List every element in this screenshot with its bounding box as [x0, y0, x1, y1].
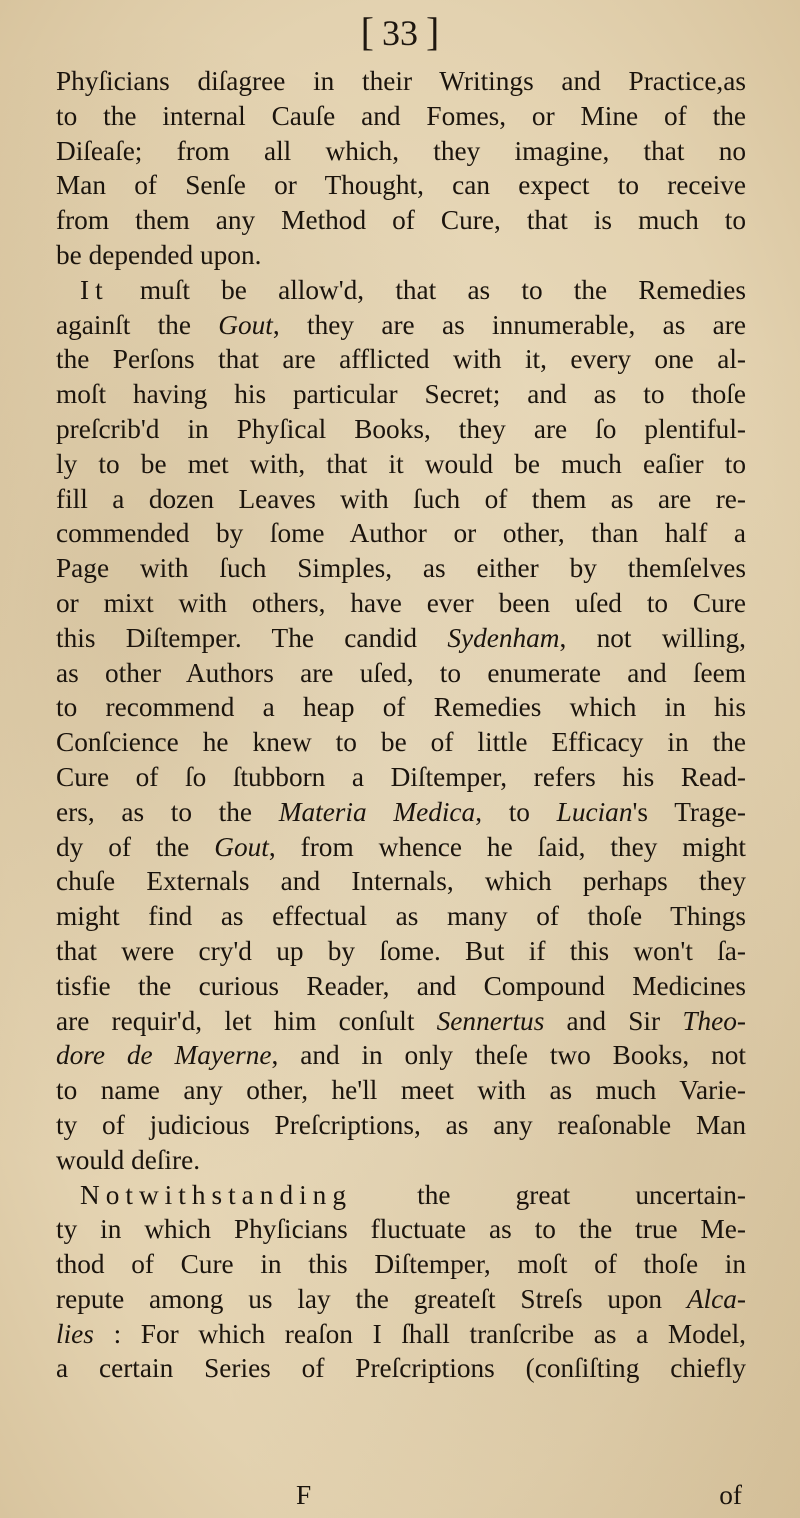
text-line: repute among us lay the greateſt Streſs upon Alca- — [56, 1283, 746, 1314]
italic-name: dore de Mayerne — [56, 1040, 272, 1071]
text-line: to recommend a heap of Remedies which in his — [56, 692, 746, 723]
text-line: a certain Series of Preſcriptions (conſiſting chiefly — [56, 1353, 746, 1384]
body-text — [56, 64, 746, 1386]
text-line: ty of judicious Preſcriptions, as any reaſonable Man — [56, 1109, 746, 1140]
text-line: dore de Mayerne, and in only theſe two Books, not — [56, 1040, 746, 1071]
page-number: [ 33 ] — [360, 9, 440, 54]
text-line: might find as effectual as many of thoſe Things — [56, 901, 746, 932]
text-line: to name any other, he'll meet with as much Varie- — [56, 1075, 746, 1106]
text-line: Page with ſuch Simples, as either by themſelves — [56, 553, 746, 584]
text-line: thod of Cure in this Diſtemper, moſt of thoſe in — [56, 1249, 746, 1280]
text-line: tisfie the curious Reader, and Compound Medicines — [56, 970, 746, 1001]
italic-name: Sydenham — [447, 622, 560, 653]
text-line: ly to be met with, that it would be much eaſier to — [56, 448, 746, 479]
text-line: Diſeaſe; from all which, they imagine, that no — [56, 135, 746, 166]
text-line: Conſcience he knew to be of little Efficacy in the — [56, 727, 746, 758]
text-line: dy of the Gout, from whence he ſaid, they might — [56, 831, 746, 862]
italic-name: Theo- — [682, 1005, 746, 1036]
italic-term: Gout — [214, 831, 269, 862]
text-line: Man of Senſe or Thought, can expect to receive — [56, 170, 746, 201]
italic-name: Lucian — [556, 796, 633, 827]
text-line: moſt having his particular Secret; and as to thoſe — [56, 379, 746, 410]
italic-term: Alca- — [686, 1283, 746, 1314]
italic-term: lies — [56, 1318, 94, 1349]
text-line: this Diſtemper. The candid Sydenham, not willing, — [56, 622, 746, 653]
italic-term: Materia Medica — [278, 796, 476, 827]
text-line: the Perſons that are afflicted with it, every one al- — [56, 344, 746, 375]
text-line: be depended upon. — [56, 239, 262, 270]
text-line: as other Authors are uſed, to enumerate and ſeem — [56, 657, 746, 688]
paragraph-start-line: Notwithstanding the great uncertain- — [80, 1179, 746, 1210]
text-line: ers, as to the Materia Medica, to Lucian's Trage- — [56, 796, 746, 827]
text-line: from them any Method of Cure, that is much to — [56, 205, 746, 236]
text-line: ty in which Phyſicians fluctuate as to the true Me- — [56, 1214, 746, 1245]
text-line: Cure of ſo ſtubborn a Diſtemper, refers his Read- — [56, 761, 746, 792]
text-line: that were cry'd up by ſome. But if this won't ſa- — [56, 935, 746, 966]
text-line: or mixt with others, have ever been uſed to Cure — [56, 587, 746, 618]
text-line: chuſe Externals and Internals, which perhaps they — [56, 866, 746, 897]
text-line: commended by ſome Author or other, than half a — [56, 518, 746, 549]
text-line: would deſire. — [56, 1144, 201, 1175]
text-line: lies : For which reaſon I ſhall tranſcribe as a Model, — [56, 1318, 746, 1349]
text-line: preſcrib'd in Phyſical Books, they are ſo plentiful- — [56, 413, 746, 444]
italic-term: Gout — [218, 309, 273, 340]
signature-mark: F — [296, 1480, 312, 1510]
text-line: to the internal Cauſe and Fomes, or Mine of the — [56, 100, 746, 131]
catchword: of — [719, 1480, 742, 1510]
text-line: are requir'd, let him conſult Sennertus and Sir Theo- — [56, 1005, 746, 1036]
text-line: fill a dozen Leaves with ſuch of them as are re- — [56, 483, 746, 514]
text-line: Phyſicians diſagree in their Writings and Practice,as — [56, 66, 746, 96]
text-line: againſt the Gout, they are as innumerable, as are — [56, 309, 746, 340]
paragraph-start-line: It muſt be allow'd, that as to the Remedies — [80, 274, 746, 305]
italic-name: Sennertus — [436, 1005, 545, 1036]
page-number-value: 33 — [382, 13, 418, 53]
